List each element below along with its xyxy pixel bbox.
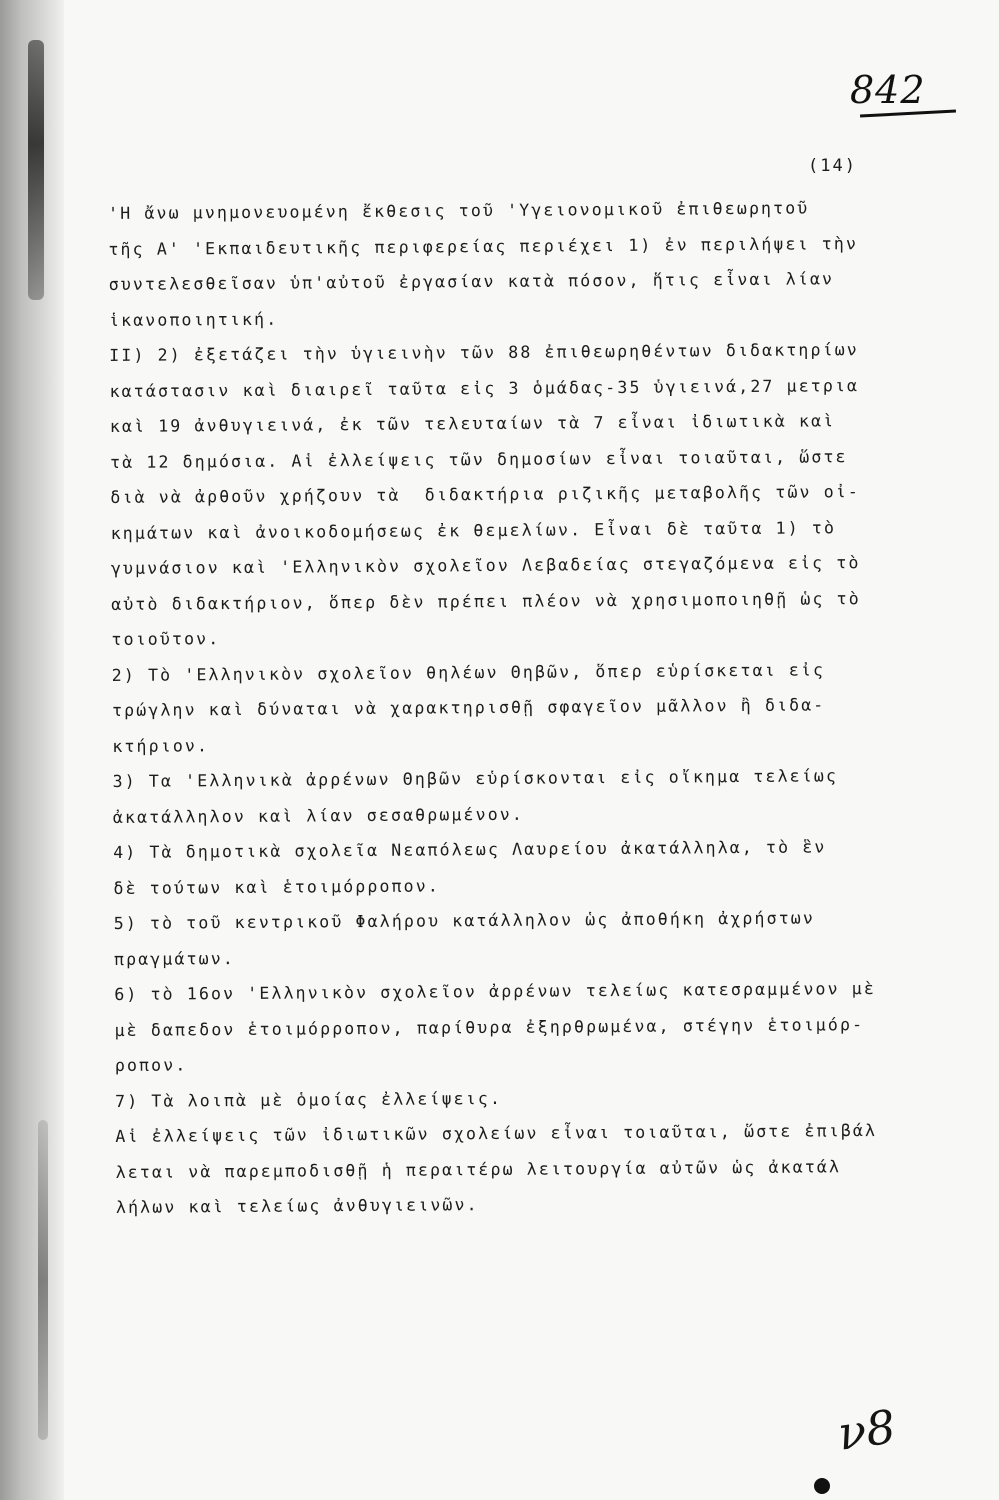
typewritten-body [108,189,988,1225]
handwritten-initials [828,1400,908,1480]
text-line: κημάτων καὶ ἀνοικοδομήσεως ἐκ θεμελίων. Εἶναι δὲ ταῦτα 1) τὸ [110,517,837,543]
text-line: συντελεσθεῖσαν ὑπ'αὐτοῦ ἐργασίαν κατὰ πόσον, ἥτις εἶναι λίαν [108,269,835,294]
text-line: πραγμάτων. [113,948,235,969]
text-line: ἱκανοποιητική. [108,309,279,330]
text-line: ροπον. [114,1055,188,1075]
folio-number-handwritten [850,68,970,128]
text-line: δὲ τούτων καὶ ἑτοιμόρροπον. [113,875,440,898]
text-line: κατάστασιν καὶ διαιρεῖ ταῦτα εἰς 3 ὁμάδας-35 ὑγιεινά,27 μετρια [109,375,860,401]
text-line: Αἱ ἐλλείψεις τῶν ἰδιωτικῶν σχολείων εἶναι τοιαῦται, ὥστε ἐπιβάλ [115,1120,878,1146]
text-line: μὲ δαπεδον ἑτοιμόρροπον, παρίθυρα ἐξηρθρωμένα, στέγην ἑτοιμόρ- [114,1014,865,1040]
text-line: ΙΙ) 2) ἐξετάζει τὴν ὑγιεινὴν τῶν 88 ἐπιθεωρηθέντων διδακτηρίων [109,340,859,365]
text-line: γυμνάσιον καὶ 'Ελληνικὸν σχολεῖον Λεβαδείας στεγαζόμενα εἰς τὸ [110,553,861,578]
text-line: τὰ 12 δημόσια. Αἱ ἐλλείψεις τῶν δημοσίων εἶναι τοιαῦται, ὥστε [110,446,848,472]
binding-ink-streak [28,40,44,300]
text-line: 5) τὸ τοῦ κεντρικοῦ Φαλήρου κατάλληλον ὡς ἀποθήκη ἀχρήστων [113,908,816,933]
text-line: αὐτὸ διδακτήριον, ὅπερ δὲν πρέπει πλέον νὰ χρησιμοποιηθῇ ὡς τὸ [111,588,861,614]
text-line: 'Η ἄνω μνημονευομένη ἔκθεσις τοῦ 'Υγειονομικοῦ ἐπιθεωρητοῦ [108,198,810,223]
ink-blot [814,1478,830,1494]
text-line: καὶ 19 ἀνθυγιεινά, ἐκ τῶν τελευταίων τὰ 7 εἶναι ἰδιωτικὰ καὶ [109,411,836,436]
text-line: ἀκατάλληλον καὶ λίαν σεσαθρωμένον. [112,804,525,827]
text-line: 3) Τα 'Ελληνικὰ ἀρρένων Θηβῶν εὑρίσκονται εἰς οἴκημα τελείως [112,766,839,791]
text-line: τοιοῦτον. [111,629,221,649]
text-line: τῆς Α' 'Εκπαιδευτικῆς περιφερείας περιέχει 1) ἐν περιλήψει τὴν [108,233,859,259]
text-line: 6) τὸ 16ον 'Ελληνικὸν σχολεῖον ἀρρένων τελείως κατεσραμμένον μὲ [114,978,877,1004]
text-line: διὰ νὰ ἀρθοῦν χρήζουν τὰ διδακτήρια ριζικῆς μεταβολῆς τῶν οἰ- [110,482,861,507]
binding-ink-streak-lower [38,1120,48,1440]
text-line: τρώγλην καὶ δύναται νὰ χαρακτηρισθῇ σφαγεῖον μᾶλλον ἢ διδα- [111,695,826,720]
text-line: 2) Τὸ 'Ελληνικὸν σχολεῖον θηλέων Θηβῶν, ὅπερ εὑρίσκεται εἰς [111,659,826,685]
text-line: 7) Τὰ λοιπὰ μὲ ὁμοίας ἐλλείψεις. [115,1088,503,1111]
folio-number-text: 842 [850,68,926,112]
handwritten-initials-text: ν8 [834,1399,899,1461]
text-line: 4) Τὰ δημοτικὰ σχολεῖα Νεαπόλεως Λαυρείου ἀκατάλληλα, τὸ ἓν [113,837,827,862]
page-number: (14) [808,156,857,176]
text-line: κτήριον. [112,735,210,756]
text-line: λεται νὰ παρεμποδισθῇ ἡ περαιτέρω λειτουργία αὐτῶν ὡς ἀκατάλ [115,1156,842,1182]
text-line: λήλων καὶ τελείως ἀνθυγιεινῶν. [115,1195,479,1217]
